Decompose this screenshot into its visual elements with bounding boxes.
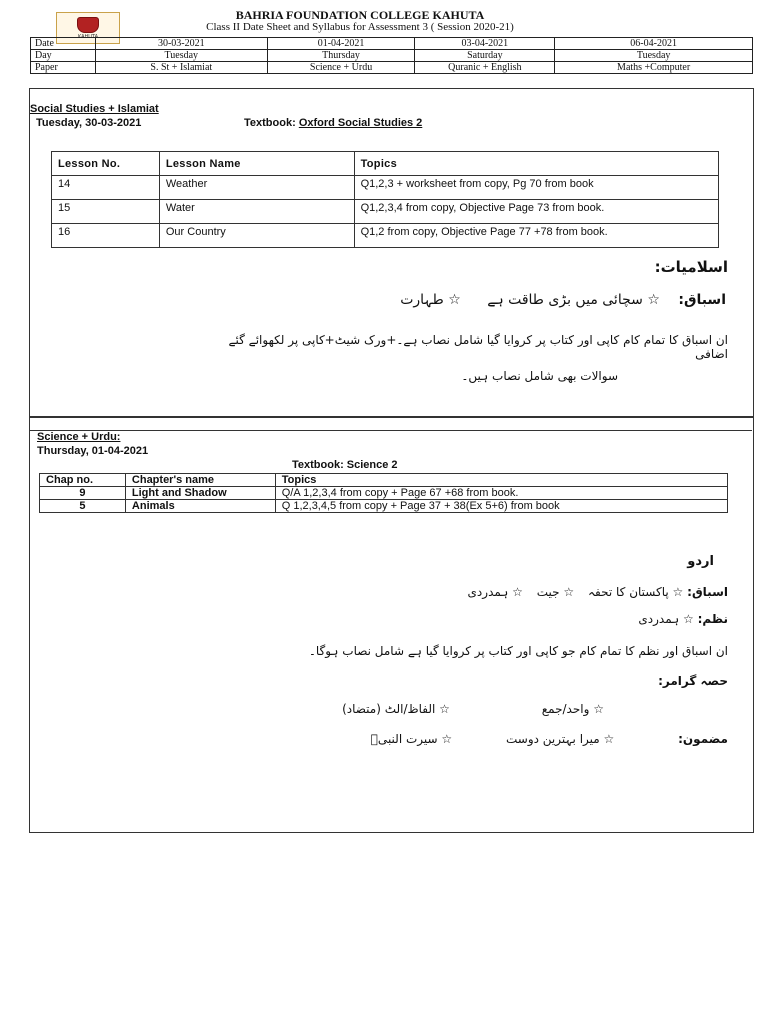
datesheet-table bbox=[30, 37, 753, 74]
star-icon: ☆ bbox=[512, 585, 523, 599]
islamiat-lesson-2: طہارت bbox=[400, 292, 444, 308]
essay-1: میرا بہترین دوست bbox=[506, 732, 600, 746]
table-row bbox=[40, 487, 728, 500]
datesheet-row-paper bbox=[31, 62, 753, 74]
urdu-lessons bbox=[368, 585, 728, 599]
lesson-no: 15 bbox=[52, 200, 160, 224]
star-icon: ☆ bbox=[448, 292, 461, 308]
star-icon: ☆ bbox=[439, 702, 450, 716]
lesson-no: 14 bbox=[52, 176, 160, 200]
lesson-name: Weather bbox=[159, 176, 354, 200]
islamiat-lesson-1: سچائی میں بڑی طاقت ہے bbox=[487, 292, 643, 308]
column-header: Topics bbox=[354, 152, 718, 176]
urdu-lesson-1: پاکستان کا تحفہ bbox=[588, 585, 669, 599]
day-cell: Tuesday bbox=[555, 50, 753, 62]
nazam-label: نظم: bbox=[697, 612, 728, 626]
islamiat-lessons bbox=[366, 292, 726, 308]
essay-label: مضمون: bbox=[678, 732, 728, 746]
row-label: Date bbox=[31, 38, 96, 50]
datesheet-row-day bbox=[31, 50, 753, 62]
crest-icon bbox=[77, 17, 99, 33]
datesheet-row-date bbox=[31, 38, 753, 50]
section-divider bbox=[29, 430, 752, 431]
lesson-topics: Q1,2,3,4 from copy, Objective Page 73 from book. bbox=[354, 200, 718, 224]
star-icon: ☆ bbox=[647, 292, 660, 308]
section1-date: Tuesday, 30-03-2021 bbox=[36, 117, 142, 129]
logo-text: KAHUTA bbox=[77, 33, 99, 40]
table-row bbox=[52, 176, 719, 200]
urdu-lesson-2: جیت bbox=[536, 585, 560, 599]
science-table-header bbox=[40, 474, 728, 487]
paper-cell: Science + Urdu bbox=[267, 62, 415, 74]
lesson-table bbox=[51, 151, 719, 248]
section2-title: Science + Urdu: bbox=[37, 431, 121, 443]
chapter-name: Animals bbox=[125, 500, 275, 513]
section2-textbook: Textbook: Science 2 bbox=[292, 459, 398, 471]
lesson-name: Water bbox=[159, 200, 354, 224]
column-header: Chapter's name bbox=[125, 474, 275, 487]
row-label: Day bbox=[31, 50, 96, 62]
star-icon: ☆ bbox=[593, 702, 604, 716]
urdu-line: ان اسباق اور نظم کا تمام کام جو کاپی اور کتاب پر کروایا گیا ہے شامل نصاب ہوگا۔ bbox=[308, 644, 728, 658]
star-icon: ☆ bbox=[683, 612, 694, 626]
chapter-topics: Q 1,2,3,4,5 from copy + Page 37 + 38(Ex 5+6) from book bbox=[275, 500, 727, 513]
date-cell: 06-04-2021 bbox=[555, 38, 753, 50]
science-table bbox=[39, 473, 728, 513]
chapter-no: 9 bbox=[40, 487, 126, 500]
paper-cell: Quranic + English bbox=[415, 62, 555, 74]
star-icon: ☆ bbox=[672, 585, 684, 599]
asbaq-label: اسباق: bbox=[678, 292, 726, 308]
islamiat-heading: اسلامیات: bbox=[654, 258, 728, 276]
grammar-item-1: واحد/جمع bbox=[541, 702, 590, 716]
urdu-heading: اردو bbox=[687, 554, 714, 569]
section2-date: Thursday, 01-04-2021 bbox=[37, 445, 149, 457]
chapter-name: Light and Shadow bbox=[125, 487, 275, 500]
table-row bbox=[52, 200, 719, 224]
star-icon: ☆ bbox=[603, 732, 615, 746]
textbook-name: Oxford Social Studies 2 bbox=[298, 117, 423, 129]
date-cell: 30-03-2021 bbox=[95, 38, 267, 50]
column-header: Chap no. bbox=[40, 474, 126, 487]
grammar-item-2: الفاظ/الٹ (متضاد) bbox=[342, 702, 436, 716]
day-cell: Saturday bbox=[415, 50, 555, 62]
sheet-subtitle: Class II Date Sheet and Syllabus for Assessment 3 ( Session 2020-21) bbox=[206, 21, 514, 33]
date-cell: 03-04-2021 bbox=[415, 38, 555, 50]
lesson-name: Our Country bbox=[159, 224, 354, 248]
column-header: Lesson No. bbox=[52, 152, 160, 176]
table-row bbox=[52, 224, 719, 248]
essay-row bbox=[228, 732, 728, 746]
urdu-nazam bbox=[528, 612, 728, 626]
chapter-no: 5 bbox=[40, 500, 126, 513]
section1-textbook bbox=[244, 117, 422, 129]
date-cell: 01-04-2021 bbox=[267, 38, 415, 50]
textbook-label: Textbook: bbox=[244, 117, 296, 129]
asbaq-label: اسباق: bbox=[687, 585, 728, 599]
day-cell: Tuesday bbox=[95, 50, 267, 62]
grammar-label: حصہ گرامر: bbox=[658, 674, 728, 688]
row-label: Paper bbox=[31, 62, 96, 74]
islamiat-line-1: ان اسباق کا تمام کام کاپی اور کتاب پر کروایا گیا شامل نصاب ہے۔+ورک شیٹ+کاپی پر لکھوائے گئے اضافی bbox=[228, 333, 728, 361]
lesson-table-header bbox=[52, 152, 719, 176]
nazam-title: ہمدردی bbox=[638, 612, 680, 626]
college-name: BAHRIA FOUNDATION COLLEGE KAHUTA bbox=[235, 8, 485, 22]
column-header: Topics bbox=[275, 474, 727, 487]
day-cell: Thursday bbox=[267, 50, 415, 62]
urdu-lesson-3: ہمدردی bbox=[467, 585, 509, 599]
lesson-no: 16 bbox=[52, 224, 160, 248]
lesson-topics: Q1,2,3 + worksheet from copy, Pg 70 from book bbox=[354, 176, 718, 200]
chapter-topics: Q/A 1,2,3,4 from copy + Page 67 +68 from book. bbox=[275, 487, 727, 500]
paper-cell: Maths +Computer bbox=[555, 62, 753, 74]
grammar-items bbox=[164, 702, 604, 716]
star-icon: ☆ bbox=[441, 732, 453, 746]
column-header: Lesson Name bbox=[159, 152, 354, 176]
lesson-topics: Q1,2 from copy, Objective Page 77 +78 from book. bbox=[354, 224, 718, 248]
section1-title: Social Studies + Islamiat bbox=[30, 103, 159, 115]
star-icon: ☆ bbox=[563, 585, 575, 599]
paper-cell: S. St + Islamiat bbox=[95, 62, 267, 74]
essay-2: سیرت النبیؐ bbox=[370, 732, 438, 746]
islamiat-line-2: سوالات بھی شامل نصاب ہیں۔ bbox=[461, 369, 618, 383]
table-row bbox=[40, 500, 728, 513]
